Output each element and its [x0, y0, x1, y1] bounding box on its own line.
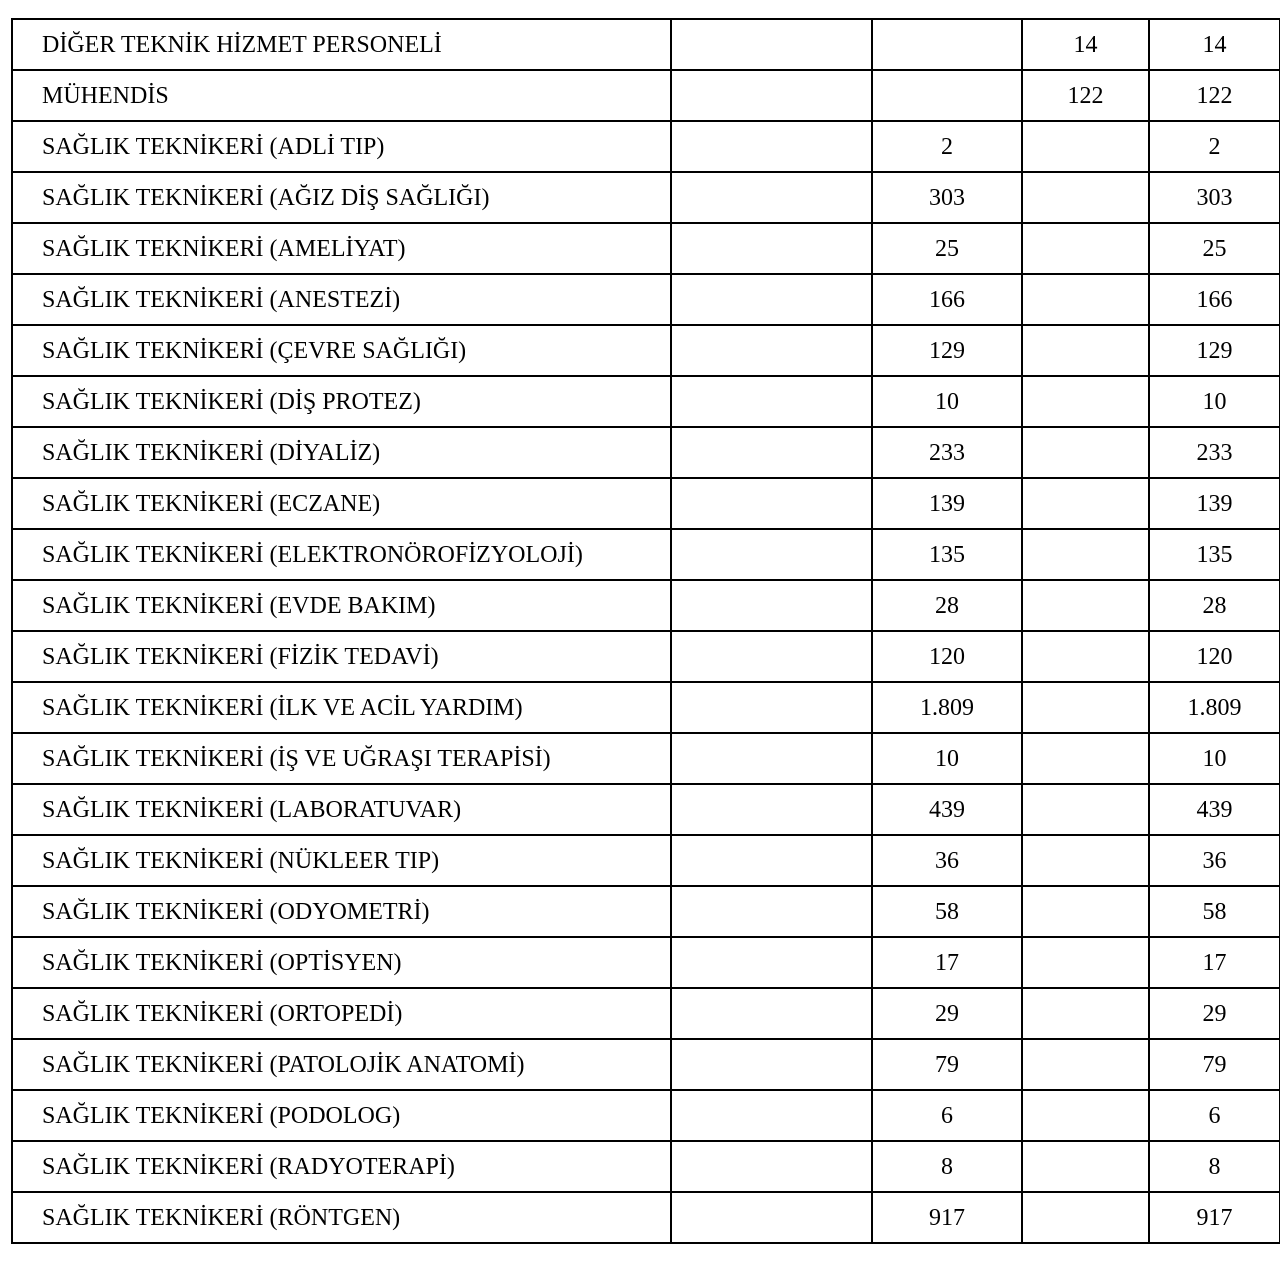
table-row	[12, 70, 1280, 121]
table-row	[12, 325, 1280, 376]
position-name-cell: SAĞLIK TEKNİKERİ (NÜKLEER TIP)	[12, 835, 671, 886]
value-cell-3	[1022, 121, 1149, 172]
total-cell: 166	[1149, 274, 1280, 325]
value-cell-3	[1022, 937, 1149, 988]
table-row	[12, 784, 1280, 835]
position-name-cell: SAĞLIK TEKNİKERİ (LABORATUVAR)	[12, 784, 671, 835]
value-cell-1	[671, 529, 872, 580]
value-cell-2: 233	[872, 427, 1022, 478]
position-name-cell: SAĞLIK TEKNİKERİ (ODYOMETRİ)	[12, 886, 671, 937]
value-cell-1	[671, 682, 872, 733]
value-cell-3	[1022, 682, 1149, 733]
value-cell-2: 29	[872, 988, 1022, 1039]
table-row	[12, 1090, 1280, 1141]
table-row	[12, 937, 1280, 988]
position-name-cell: SAĞLIK TEKNİKERİ (DİŞ PROTEZ)	[12, 376, 671, 427]
value-cell-1	[671, 580, 872, 631]
total-cell: 122	[1149, 70, 1280, 121]
table-row	[12, 988, 1280, 1039]
value-cell-2: 25	[872, 223, 1022, 274]
value-cell-3	[1022, 631, 1149, 682]
total-cell: 25	[1149, 223, 1280, 274]
value-cell-2: 36	[872, 835, 1022, 886]
value-cell-1	[671, 631, 872, 682]
value-cell-1	[671, 886, 872, 937]
table-row	[12, 1192, 1280, 1243]
value-cell-3	[1022, 478, 1149, 529]
position-name-cell: SAĞLIK TEKNİKERİ (FİZİK TEDAVİ)	[12, 631, 671, 682]
table-row	[12, 172, 1280, 223]
position-name-cell: DİĞER TEKNİK HİZMET PERSONELİ	[12, 19, 671, 70]
position-name-cell: SAĞLIK TEKNİKERİ (İŞ VE UĞRAŞI TERAPİSİ)	[12, 733, 671, 784]
value-cell-2: 166	[872, 274, 1022, 325]
total-cell: 17	[1149, 937, 1280, 988]
total-cell: 14	[1149, 19, 1280, 70]
total-cell: 2	[1149, 121, 1280, 172]
total-cell: 139	[1149, 478, 1280, 529]
value-cell-2: 2	[872, 121, 1022, 172]
value-cell-3	[1022, 274, 1149, 325]
table-row	[12, 376, 1280, 427]
value-cell-1	[671, 19, 872, 70]
value-cell-2: 58	[872, 886, 1022, 937]
position-name-cell: SAĞLIK TEKNİKERİ (ELEKTRONÖROFİZYOLOJİ)	[12, 529, 671, 580]
value-cell-3	[1022, 1192, 1149, 1243]
value-cell-2: 135	[872, 529, 1022, 580]
value-cell-1	[671, 121, 872, 172]
value-cell-2: 17	[872, 937, 1022, 988]
total-cell: 28	[1149, 580, 1280, 631]
position-name-cell: MÜHENDİS	[12, 70, 671, 121]
table-row	[12, 274, 1280, 325]
value-cell-3	[1022, 325, 1149, 376]
table-row	[12, 478, 1280, 529]
total-cell: 36	[1149, 835, 1280, 886]
value-cell-3	[1022, 733, 1149, 784]
value-cell-3	[1022, 223, 1149, 274]
value-cell-2: 79	[872, 1039, 1022, 1090]
value-cell-2: 129	[872, 325, 1022, 376]
value-cell-1	[671, 274, 872, 325]
value-cell-2: 917	[872, 1192, 1022, 1243]
total-cell: 233	[1149, 427, 1280, 478]
value-cell-1	[671, 223, 872, 274]
value-cell-3: 14	[1022, 19, 1149, 70]
value-cell-3: 122	[1022, 70, 1149, 121]
position-name-cell: SAĞLIK TEKNİKERİ (AMELİYAT)	[12, 223, 671, 274]
position-name-cell: SAĞLIK TEKNİKERİ (DİYALİZ)	[12, 427, 671, 478]
total-cell: 135	[1149, 529, 1280, 580]
value-cell-1	[671, 427, 872, 478]
value-cell-1	[671, 70, 872, 121]
table-row	[12, 580, 1280, 631]
total-cell: 58	[1149, 886, 1280, 937]
table-row	[12, 682, 1280, 733]
position-name-cell: SAĞLIK TEKNİKERİ (ADLİ TIP)	[12, 121, 671, 172]
table-row	[12, 121, 1280, 172]
total-cell: 120	[1149, 631, 1280, 682]
table-row	[12, 223, 1280, 274]
value-cell-1	[671, 478, 872, 529]
value-cell-2	[872, 19, 1022, 70]
value-cell-3	[1022, 427, 1149, 478]
value-cell-2: 120	[872, 631, 1022, 682]
value-cell-1	[671, 1039, 872, 1090]
value-cell-3	[1022, 1090, 1149, 1141]
value-cell-2: 439	[872, 784, 1022, 835]
value-cell-1	[671, 988, 872, 1039]
table-row	[12, 631, 1280, 682]
staff-table	[11, 18, 1280, 1244]
table-row	[12, 835, 1280, 886]
position-name-cell: SAĞLIK TEKNİKERİ (PATOLOJİK ANATOMİ)	[12, 1039, 671, 1090]
value-cell-3	[1022, 1039, 1149, 1090]
table-row	[12, 19, 1280, 70]
total-cell: 10	[1149, 376, 1280, 427]
total-cell: 8	[1149, 1141, 1280, 1192]
position-name-cell: SAĞLIK TEKNİKERİ (AĞIZ DİŞ SAĞLIĞI)	[12, 172, 671, 223]
value-cell-1	[671, 172, 872, 223]
value-cell-1	[671, 325, 872, 376]
value-cell-2: 28	[872, 580, 1022, 631]
table-row	[12, 529, 1280, 580]
total-cell: 79	[1149, 1039, 1280, 1090]
value-cell-2: 6	[872, 1090, 1022, 1141]
value-cell-3	[1022, 835, 1149, 886]
table-row	[12, 1141, 1280, 1192]
position-name-cell: SAĞLIK TEKNİKERİ (ORTOPEDİ)	[12, 988, 671, 1039]
value-cell-1	[671, 835, 872, 886]
table-row	[12, 1039, 1280, 1090]
value-cell-2: 139	[872, 478, 1022, 529]
position-name-cell: SAĞLIK TEKNİKERİ (İLK VE ACİL YARDIM)	[12, 682, 671, 733]
value-cell-3	[1022, 376, 1149, 427]
value-cell-1	[671, 784, 872, 835]
value-cell-3	[1022, 1141, 1149, 1192]
value-cell-3	[1022, 784, 1149, 835]
total-cell: 303	[1149, 172, 1280, 223]
value-cell-2: 8	[872, 1141, 1022, 1192]
value-cell-3	[1022, 988, 1149, 1039]
value-cell-1	[671, 733, 872, 784]
value-cell-3	[1022, 886, 1149, 937]
total-cell: 1.809	[1149, 682, 1280, 733]
value-cell-1	[671, 376, 872, 427]
position-name-cell: SAĞLIK TEKNİKERİ (ECZANE)	[12, 478, 671, 529]
value-cell-2: 1.809	[872, 682, 1022, 733]
value-cell-3	[1022, 580, 1149, 631]
total-cell: 10	[1149, 733, 1280, 784]
staff-table-body	[12, 19, 1280, 1243]
position-name-cell: SAĞLIK TEKNİKERİ (ÇEVRE SAĞLIĞI)	[12, 325, 671, 376]
value-cell-1	[671, 937, 872, 988]
table-row	[12, 733, 1280, 784]
table-row	[12, 427, 1280, 478]
position-name-cell: SAĞLIK TEKNİKERİ (ANESTEZİ)	[12, 274, 671, 325]
value-cell-1	[671, 1192, 872, 1243]
table-row	[12, 886, 1280, 937]
value-cell-1	[671, 1090, 872, 1141]
position-name-cell: SAĞLIK TEKNİKERİ (EVDE BAKIM)	[12, 580, 671, 631]
value-cell-2: 10	[872, 733, 1022, 784]
position-name-cell: SAĞLIK TEKNİKERİ (RADYOTERAPİ)	[12, 1141, 671, 1192]
total-cell: 29	[1149, 988, 1280, 1039]
position-name-cell: SAĞLIK TEKNİKERİ (OPTİSYEN)	[12, 937, 671, 988]
value-cell-2: 303	[872, 172, 1022, 223]
value-cell-1	[671, 1141, 872, 1192]
value-cell-2	[872, 70, 1022, 121]
value-cell-3	[1022, 529, 1149, 580]
total-cell: 6	[1149, 1090, 1280, 1141]
value-cell-2: 10	[872, 376, 1022, 427]
total-cell: 129	[1149, 325, 1280, 376]
position-name-cell: SAĞLIK TEKNİKERİ (PODOLOG)	[12, 1090, 671, 1141]
total-cell: 917	[1149, 1192, 1280, 1243]
total-cell: 439	[1149, 784, 1280, 835]
value-cell-3	[1022, 172, 1149, 223]
position-name-cell: SAĞLIK TEKNİKERİ (RÖNTGEN)	[12, 1192, 671, 1243]
